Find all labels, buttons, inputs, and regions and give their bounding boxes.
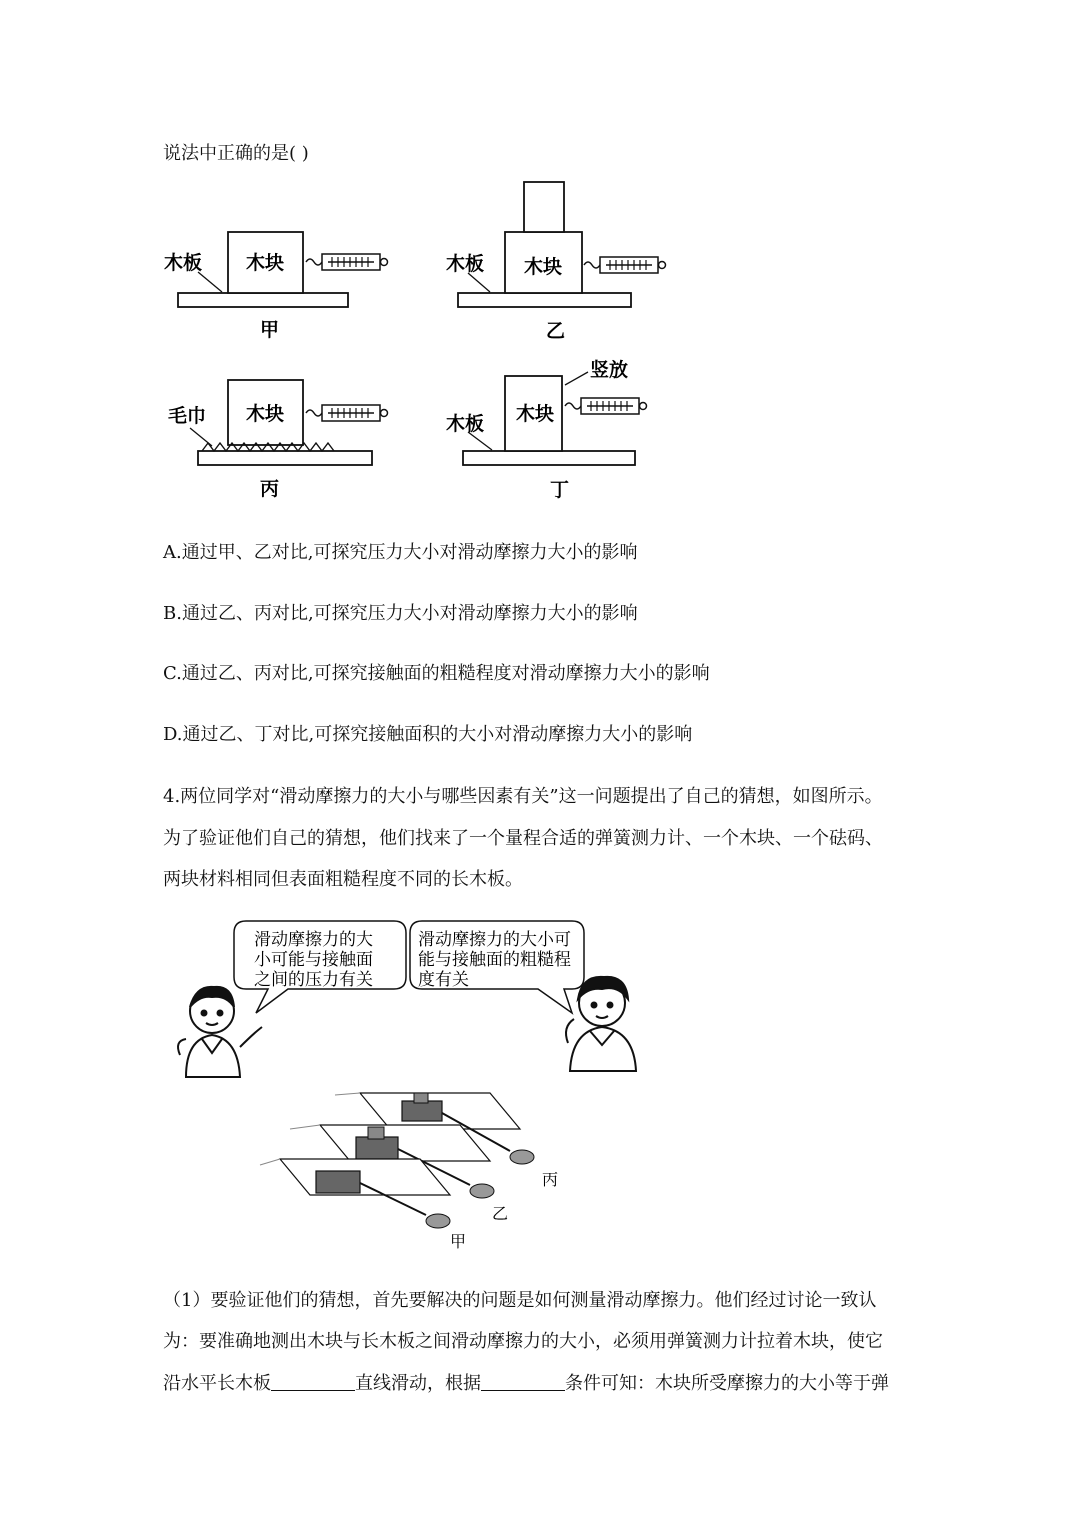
label-board-yi: 木板 [446, 253, 485, 275]
caption-bing: 丙 [260, 478, 280, 500]
answer-blank-2[interactable] [481, 1372, 565, 1391]
board-ding [463, 451, 635, 465]
bubble-right-line3: 度有关 [418, 970, 469, 990]
bubble-left [234, 921, 406, 1013]
bubble-left-line1: 滑动摩擦力的大 [254, 930, 373, 950]
option-a: A.通过甲、乙对比,可探究压力大小对滑动摩擦力大小的影响 [163, 542, 638, 563]
label-jia-setup: 甲 [450, 1232, 467, 1251]
part1-line2: 为：要准确地测出木块与长木板之间滑动摩擦力的大小，必须用弹簧测力计拉着木块，使它 [163, 1331, 883, 1352]
question4-line2: 为了验证他们自己的猜想，他们找来了一个量程合适的弹簧测力计、一个木块、一个砝码、 [163, 828, 883, 849]
part1-line3-b: 直线滑动，根据 [355, 1373, 481, 1394]
part1-line1: （1）要验证他们的猜想，首先要解决的问题是如何测量滑动摩擦力。他们经过讨论一致认 [163, 1290, 877, 1311]
student-right-icon [566, 977, 636, 1071]
setup-yi [446, 182, 666, 342]
caption-yi: 乙 [546, 320, 566, 342]
bubble-right-line2: 能与接触面的粗糙程 [418, 950, 571, 970]
caption-ding: 丁 [550, 479, 570, 501]
label-board-ding: 木板 [446, 413, 485, 435]
part1-line3-a: 沿水平长木板 [163, 1373, 271, 1394]
label-block-jia: 木块 [246, 252, 285, 274]
bubble-left-line2: 小可能与接触面 [254, 950, 373, 970]
label-yi-setup: 乙 [492, 1204, 509, 1223]
weight-yi [524, 182, 564, 232]
friction-setups-figure [150, 170, 710, 510]
part1-line3-c: 条件可知：木块所受摩擦力的大小等于弹 [565, 1373, 889, 1394]
board-jia [178, 293, 348, 307]
label-block-yi: 木块 [524, 256, 563, 278]
answer-blank-1[interactable] [271, 1372, 355, 1391]
bubble-right-line1: 滑动摩擦力的大小可 [418, 930, 571, 950]
label-board-jia: 木板 [164, 252, 203, 274]
part1-line3 [163, 1372, 889, 1396]
option-d: D.通过乙、丁对比,可探究接触面积的大小对滑动摩擦力大小的影响 [163, 724, 693, 745]
label-block-ding: 木块 [516, 403, 555, 425]
bubble-right [410, 921, 584, 1013]
question4-line3: 两块材料相同但表面粗糙程度不同的长木板。 [163, 869, 523, 890]
board-bing [198, 451, 372, 465]
bubble-left-line3: 之间的压力有关 [254, 970, 373, 990]
option-b: B.通过乙、丙对比,可探究压力大小对滑动摩擦力大小的影响 [163, 603, 638, 624]
setup-jia [164, 232, 388, 341]
label-upright: 竖放 [590, 359, 629, 381]
setup-ding [446, 358, 647, 501]
question-intro: 说法中正确的是( ) [163, 143, 309, 164]
board-yi [458, 293, 631, 307]
option-c: C.通过乙、丙对比,可探究接触面的粗糙程度对滑动摩擦力大小的影响 [163, 663, 710, 684]
label-block-bing: 木块 [246, 403, 285, 425]
student-hypotheses-figure [170, 915, 660, 1255]
setup-bing [168, 380, 388, 500]
question4-line1: 4.两位同学对“滑动摩擦力的大小与哪些因素有关”这一问题提出了自己的猜想，如图所示。 [163, 786, 883, 807]
label-bing-setup: 丙 [542, 1170, 559, 1189]
label-towel: 毛巾 [168, 405, 207, 427]
student-left-icon [178, 987, 262, 1077]
caption-jia: 甲 [260, 319, 280, 341]
